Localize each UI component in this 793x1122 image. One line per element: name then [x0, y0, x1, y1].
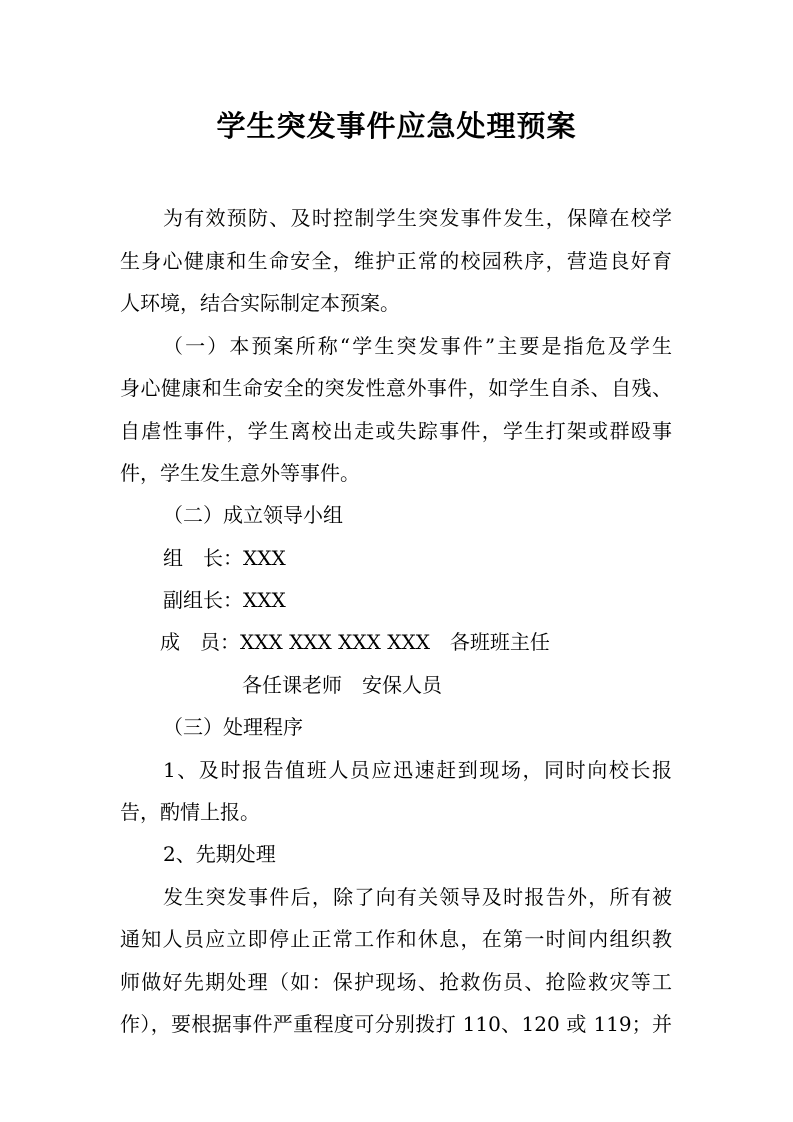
section-heading: （三）处理程序 — [163, 715, 303, 739]
paragraph-line: 师做好先期处理（如：保护现场、抢救伤员、抢险救灾等工 — [120, 970, 672, 994]
paragraph-line: 为有效预防、及时控制学生突发事件发生，保障在校学 — [163, 206, 672, 230]
paragraph-line: 告，酌情上报。 — [120, 800, 260, 824]
paragraph-line: 人环境，结合实际制定本预案。 — [120, 291, 400, 315]
paragraph-line: 1、及时报告值班人员应迅速赶到现场，同时向校长报 — [163, 758, 672, 782]
paragraph-line: 发生突发事件后，除了向有关领导及时报告外，所有被 — [163, 885, 672, 909]
paragraph-line: 身心健康和生命安全的突发性意外事件，如学生自杀、自残、 — [120, 376, 672, 400]
document-title: 学生突发事件应急处理预案 — [216, 109, 577, 143]
subsection-heading: 2、先期处理 — [163, 842, 276, 866]
members-line-continued: 各任课老师 安保人员 — [242, 673, 442, 697]
leader-line: 组 长：XXX — [163, 546, 286, 570]
paragraph-line: （一）本预案所称“学生突发事件”主要是指危及学生 — [163, 334, 672, 358]
members-line: 成 员：XXX XXX XXX XXX 各班班主任 — [160, 630, 550, 654]
paragraph-line: 通知人员应立即停止正常工作和休息，在第一时间内组织教 — [120, 927, 672, 951]
deputy-leader-line: 副组长：XXX — [163, 588, 286, 612]
paragraph-line: 生身心健康和生命安全，维护正常的校园秩序，营造良好育 — [120, 249, 672, 273]
paragraph-line: 件，学生发生意外等事件。 — [120, 461, 360, 485]
paragraph-line: 自虐性事件，学生离校出走或失踪事件，学生打架或群殴事 — [120, 419, 672, 443]
paragraph-line: 作），要根据事件严重程度可分别拨打 110、120 或 119；并 — [120, 1012, 672, 1036]
section-heading: （二）成立领导小组 — [163, 503, 343, 527]
